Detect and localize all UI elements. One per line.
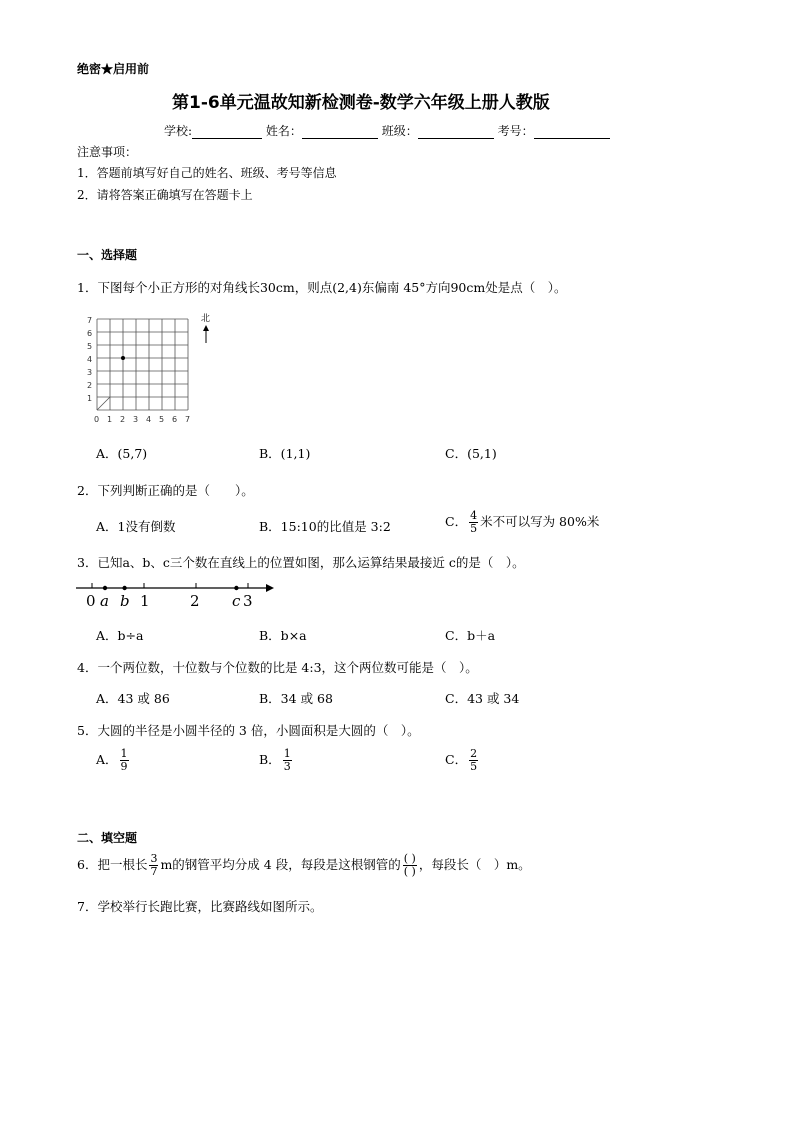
x-label-3: 3 — [133, 415, 139, 424]
note-item-2: 2．请将答案正确填写在答题卡上 — [77, 188, 253, 202]
secret-label: 绝密★启用前 — [77, 62, 150, 76]
q5-option-c[interactable] — [445, 748, 480, 773]
fraction-num: 1 — [283, 747, 291, 760]
q2-option-b[interactable]: B．15:10的比值是 3:2 — [259, 519, 391, 534]
exam-no-label: 考号： — [497, 124, 534, 138]
question-2-text: 2．下列判断正确的是（ ）。 — [77, 483, 254, 498]
question-6-text — [77, 853, 531, 878]
question-5-text: 5．大圆的半径是小圆半径的 3 倍，小圆面积是大圆的（ ）。 — [77, 723, 420, 738]
q3-option-b[interactable]: B．b×a — [259, 628, 307, 643]
x-label-4: 4 — [146, 415, 152, 424]
tick-label-1: 1 — [140, 592, 150, 610]
name-blank[interactable] — [302, 126, 378, 139]
q5-option-b-prefix: B． — [259, 752, 281, 767]
q6-length-fraction — [149, 853, 158, 878]
point-a — [103, 586, 107, 590]
fraction-num: 3 — [150, 852, 158, 865]
question-7-text: 7．学校举行长跑比赛，比赛路线如图所示。 — [77, 899, 323, 914]
name-label: 姓名： — [265, 124, 302, 138]
point-label-c: c — [232, 592, 241, 610]
q5-option-a-prefix: A． — [96, 752, 118, 767]
question-1-text: 1．下图每个小正方形的对角线长30cm，则点(2,4)东偏南 45°方向90cm处是点（ ）。 — [77, 280, 567, 295]
q6-blank-fraction[interactable] — [403, 853, 417, 878]
x-label-7: 7 — [185, 415, 191, 424]
q2-option-c-suffix: 米不可以写为 80%米 — [480, 514, 600, 529]
question-4-text: 4．一个两位数，十位数与个位数的比是 4:3，这个两位数可能是（ ）。 — [77, 660, 478, 675]
q2-fraction — [469, 510, 478, 535]
y-label-2: 2 — [87, 381, 93, 390]
q1-option-a[interactable]: A．(5,7) — [96, 446, 148, 461]
school-label: 学校: — [164, 124, 193, 138]
north-label: 北 — [201, 314, 211, 324]
tick-label-2: 2 — [190, 592, 200, 610]
q2-fraction-num: 4 — [470, 509, 478, 522]
student-info-fields — [164, 122, 610, 139]
x-label-1: 1 — [107, 415, 113, 424]
fraction-num: 2 — [470, 747, 478, 760]
q5-option-b[interactable] — [259, 748, 294, 773]
x-label-2: 2 — [120, 415, 126, 424]
fraction-num: 1 — [120, 747, 128, 760]
q2-option-c-prefix: C． — [445, 514, 468, 529]
exam-no-blank[interactable] — [534, 126, 610, 139]
q2-option-a[interactable]: A．1没有倒数 — [96, 519, 176, 534]
tick-label-0: 0 — [86, 592, 96, 610]
fraction-den: 3 — [283, 760, 291, 773]
q4-option-c[interactable]: C．43 或 34 — [445, 691, 520, 706]
question-3-text: 3．已知a、b、c三个数在直线上的位置如图，那么运算结果最接近 c的是（ ）。 — [77, 555, 525, 570]
q5-option-a[interactable] — [96, 748, 131, 773]
note-item-1: 1．答题前填写好自己的姓名、班级、考号等信息 — [77, 166, 337, 180]
q5-option-b-fraction — [283, 748, 292, 773]
fraction-den: 5 — [470, 760, 478, 773]
q2-option-c[interactable] — [445, 510, 599, 535]
notes-heading: 注意事项： — [77, 145, 138, 159]
fraction-den: 7 — [150, 865, 158, 878]
point-label-a: a — [100, 592, 109, 610]
section-heading-fill-blank: 二、填空题 — [77, 831, 138, 845]
page-title: 第1-6单元温故知新检测卷-数学六年级上册人教版 — [172, 93, 550, 113]
tick-label-3: 3 — [243, 592, 253, 610]
q2-fraction-den: 5 — [470, 522, 478, 535]
y-label-7: 7 — [87, 316, 93, 325]
blank-num: ( ) — [403, 852, 416, 865]
class-label: 班级： — [381, 124, 418, 138]
point-c — [234, 586, 238, 590]
fraction-den: 9 — [120, 760, 128, 773]
y-label-6: 6 — [87, 329, 93, 338]
north-arrow-icon — [203, 325, 209, 343]
x-label-5: 5 — [159, 415, 165, 424]
q4-option-b[interactable]: B．34 或 68 — [259, 691, 333, 706]
q6-part3: ，每段长（ ）m。 — [418, 857, 531, 872]
q4-option-a[interactable]: A．43 或 86 — [96, 691, 170, 706]
y-label-3: 3 — [87, 368, 93, 377]
q3-option-a[interactable]: A．b÷a — [96, 628, 144, 643]
x-label-0: 0 — [94, 415, 100, 424]
school-blank[interactable] — [192, 126, 262, 139]
q3-option-c[interactable]: C．b＋a — [445, 628, 496, 643]
q5-option-c-prefix: C． — [445, 752, 468, 767]
number-line-arrow-icon — [266, 584, 274, 592]
q1-option-b[interactable]: B．(1,1) — [259, 446, 311, 461]
q1-grid-figure — [80, 310, 225, 430]
section-heading-choice: 一、选择题 — [77, 248, 138, 262]
q6-part2: m的钢管平均分成 4 段，每段是这根钢管的 — [160, 857, 401, 872]
y-label-5: 5 — [87, 342, 93, 351]
q6-part1: 6．把一根长 — [77, 857, 148, 872]
q5-option-a-fraction — [120, 748, 129, 773]
q5-option-c-fraction — [469, 748, 478, 773]
point-b — [122, 586, 126, 590]
class-blank[interactable] — [418, 126, 494, 139]
y-label-1: 1 — [87, 394, 93, 403]
blank-den: ( ) — [403, 865, 416, 878]
q1-option-c[interactable]: C．(5,1) — [445, 446, 497, 461]
y-label-4: 4 — [87, 355, 93, 364]
point-label-b: b — [120, 592, 130, 610]
q3-number-line — [72, 578, 282, 612]
grid-point-2-4 — [121, 356, 125, 360]
x-label-6: 6 — [172, 415, 178, 424]
